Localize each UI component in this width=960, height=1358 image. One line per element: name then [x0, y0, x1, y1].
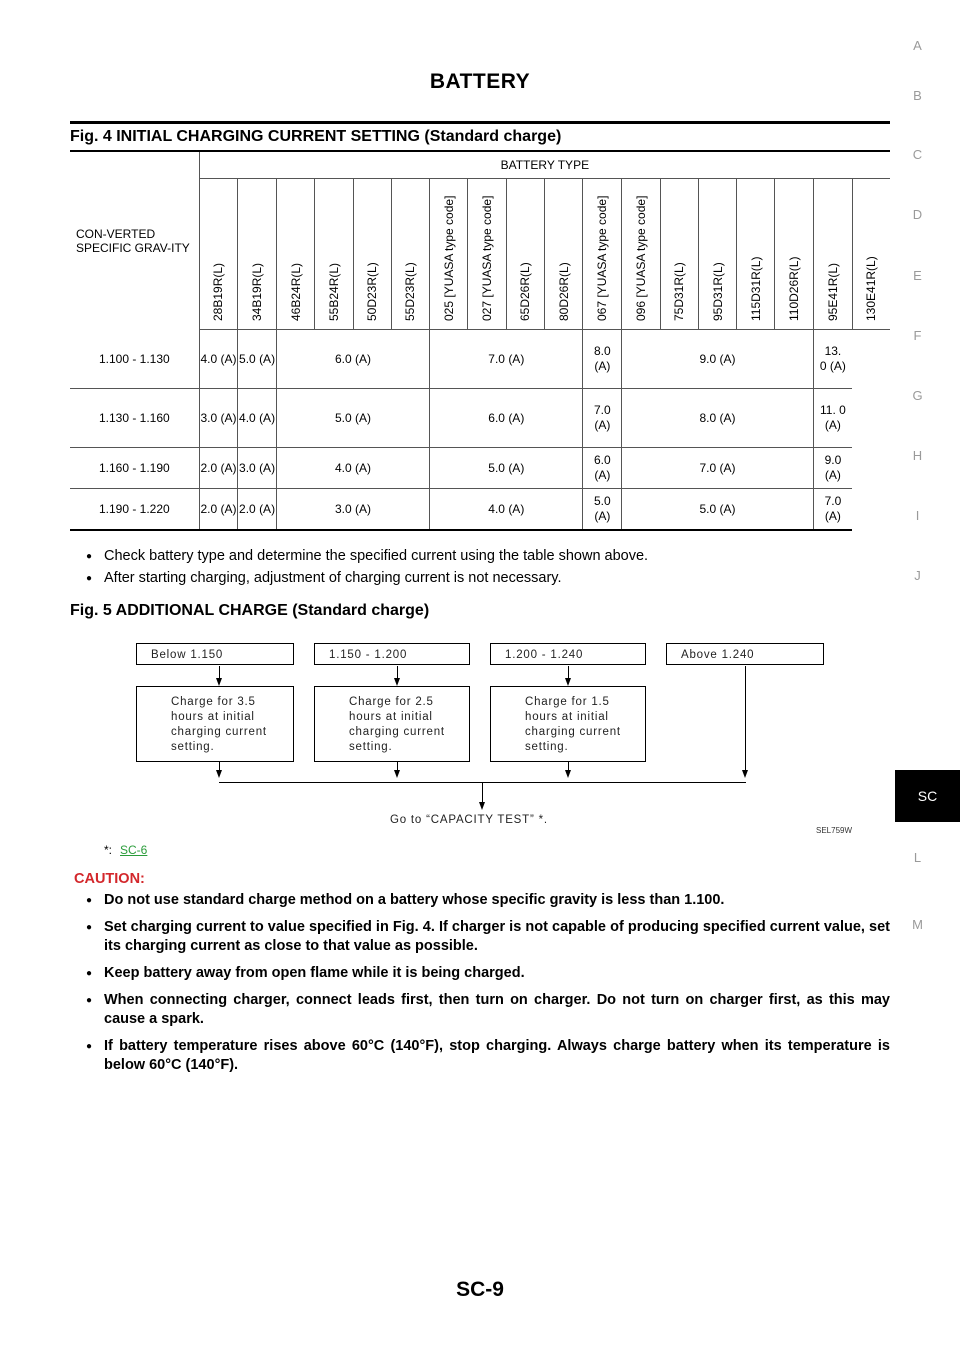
title-rule: [70, 121, 890, 124]
battery-type-label: 110D26R(L): [787, 256, 802, 321]
side-index-i[interactable]: I: [915, 508, 920, 523]
battery-type-label: 096 [YUASA type code]: [633, 195, 648, 321]
arrow-down-icon: [742, 770, 748, 778]
arrow-down-icon: [216, 678, 222, 686]
gravity-column-header: CON-VERTED SPECIFIC GRAV-ITY: [70, 151, 199, 330]
battery-type-header-cell: [199, 179, 238, 330]
arrow-down-icon: [565, 770, 571, 778]
battery-type-header-cell: [545, 179, 583, 330]
arrow-down-icon: [216, 770, 222, 778]
current-value: 7.0 (A): [594, 403, 611, 432]
current-cell: [813, 389, 852, 448]
current-cell: 5.0 (A): [430, 448, 583, 489]
current-cell: 4.0 (A): [276, 448, 429, 489]
battery-type-header-cell: [238, 179, 277, 330]
range-box-below: Below 1.150: [136, 643, 294, 665]
current-cell: 5.0 (A): [622, 489, 814, 531]
battery-type-header-cell: [698, 179, 736, 330]
page-number: SC-9: [456, 1278, 504, 1301]
caution-item: ● When connecting charger, connect leads first, then turn on charger. Do not turn on charger first, as this may cause a spark.: [86, 991, 890, 1029]
side-index-g[interactable]: G: [912, 388, 923, 403]
battery-type-label: 95E41R(L): [825, 262, 840, 321]
current-cell: 3.0 (A): [276, 489, 429, 531]
battery-type-header: BATTERY TYPE: [199, 151, 890, 179]
current-cell: [583, 389, 622, 448]
action-box-2-5h: Charge for 2.5 hours at initial charging current setting.: [314, 686, 470, 762]
battery-type-label: 65D26R(L): [518, 262, 533, 321]
footnote-link-sc-6[interactable]: SC-6: [120, 843, 148, 857]
gravity-cell: 1.130 - 1.160: [70, 389, 199, 448]
action-box-1-5h: Charge for 1.5 hours at initial charging current setting.: [490, 686, 646, 762]
battery-type-label: 46B24R(L): [288, 262, 303, 321]
fig4-heading: Fig. 4 INITIAL CHARGING CURRENT SETTING (Standard charge): [70, 128, 562, 145]
current-cell: 2.0 (A): [199, 489, 238, 531]
page-title: BATTERY: [429, 70, 531, 93]
current-value: 7.0 (A): [824, 494, 842, 523]
caution-item: ● Keep battery away from open flame while it is being charged.: [86, 964, 890, 983]
current-value: 13. 0 (A): [819, 344, 846, 373]
table-row: [70, 330, 890, 389]
side-index-h[interactable]: H: [912, 448, 923, 463]
battery-type-label: 027 [YUASA type code]: [480, 195, 495, 321]
caution-item: ● Do not use standard charge method on a battery whose specific gravity is less than 1.100.: [86, 891, 890, 910]
battery-type-label: 75D31R(L): [672, 262, 687, 321]
current-cell: 7.0 (A): [430, 330, 583, 389]
current-cell: 3.0 (A): [238, 448, 277, 489]
footnote: [104, 843, 147, 857]
side-index-d[interactable]: D: [912, 207, 923, 222]
battery-type-label: 28B19R(L): [211, 262, 226, 321]
figure-code: SEL759W: [816, 826, 853, 835]
side-index-m[interactable]: M: [912, 917, 923, 932]
battery-type-header-cell: [813, 179, 852, 330]
current-cell: 5.0 (A): [238, 330, 277, 389]
fig5-heading: Fig. 5 ADDITIONAL CHARGE (Standard charge): [70, 602, 430, 619]
caution-item: ● If battery temperature rises above 60°C (140°F), stop charging. Always charge battery when its temperature is below 60°C (140°F).: [86, 1037, 890, 1075]
battery-type-header-cell: [622, 179, 660, 330]
battery-type-header-cell: [775, 179, 813, 330]
side-index-c[interactable]: C: [912, 147, 923, 162]
battery-type-label: 80D26R(L): [556, 262, 571, 321]
range-box-above: Above 1.240: [666, 643, 824, 665]
battery-type-header-cell: [353, 179, 391, 330]
arrow-down-icon: [394, 678, 400, 686]
gravity-cell: 1.190 - 1.220: [70, 489, 199, 531]
side-index-f[interactable]: F: [913, 328, 922, 343]
goto-capacity-test: Go to “CAPACITY TEST” *.: [390, 814, 548, 826]
current-cell: [583, 448, 622, 489]
current-cell: [583, 330, 622, 389]
battery-type-label: 55D23R(L): [403, 262, 418, 321]
connector-line: [745, 666, 746, 772]
gravity-cell: 1.160 - 1.190: [70, 448, 199, 489]
arrow-down-icon: [479, 802, 485, 810]
caution-list: [86, 891, 890, 1083]
footnote-mark: *:: [104, 843, 113, 857]
battery-type-label: 50D23R(L): [365, 262, 380, 321]
battery-type-header-cell: [583, 179, 622, 330]
current-cell: [583, 489, 622, 531]
current-cell: 5.0 (A): [276, 389, 429, 448]
side-index-j[interactable]: J: [914, 568, 921, 583]
range-box-mid-low: 1.150 - 1.200: [314, 643, 470, 665]
battery-type-label: 130E41R(L): [864, 256, 879, 321]
note-item: ● Check battery type and determine the specified current using the table shown above.: [86, 548, 648, 564]
battery-type-header-cell: [468, 179, 506, 330]
current-cell: 2.0 (A): [199, 448, 238, 489]
table-row: [70, 389, 890, 448]
battery-type-header-cell: [506, 179, 544, 330]
caution-item: ● Set charging current to value specified in Fig. 4. If charger is not capable of producing specified current value, set its charging current as close to that value as possible.: [86, 918, 890, 956]
current-cell: [813, 448, 852, 489]
notes-list: [86, 548, 648, 592]
side-index-a[interactable]: A: [913, 38, 922, 53]
current-cell: 4.0 (A): [199, 330, 238, 389]
battery-type-label: 115D31R(L): [748, 256, 763, 321]
side-index: [895, 38, 960, 980]
battery-type-header-cell: [660, 179, 698, 330]
battery-type-header-cell: [430, 179, 468, 330]
table-row: [70, 489, 890, 531]
side-index-l[interactable]: L: [913, 850, 922, 865]
current-value: 5.0 (A): [594, 494, 611, 523]
arrow-down-icon: [394, 770, 400, 778]
current-cell: 4.0 (A): [238, 389, 277, 448]
current-cell: 7.0 (A): [622, 448, 814, 489]
side-index-e[interactable]: E: [913, 268, 922, 283]
battery-type-header-cell: [276, 179, 314, 330]
current-cell: 8.0 (A): [622, 389, 814, 448]
action-box-3-5h: Charge for 3.5 hours at initial charging current setting.: [136, 686, 294, 762]
battery-type-header-cell: [391, 179, 429, 330]
current-value: 9.0 (A): [824, 453, 842, 482]
current-value: 11. 0 (A): [820, 403, 846, 432]
current-cell: [813, 489, 852, 531]
connector-line: [482, 782, 483, 804]
charging-current-table: [70, 150, 890, 531]
battery-type-label: 34B19R(L): [250, 262, 265, 321]
caution-title: CAUTION:: [74, 871, 145, 887]
side-index-sc-active[interactable]: SC: [895, 770, 960, 822]
battery-type-label: 55B24R(L): [326, 262, 341, 321]
current-cell: 6.0 (A): [276, 330, 429, 389]
side-index-b[interactable]: B: [913, 88, 922, 103]
current-cell: [813, 330, 852, 389]
table-row: [70, 448, 890, 489]
arrow-down-icon: [565, 678, 571, 686]
current-cell: 3.0 (A): [199, 389, 238, 448]
gravity-cell: 1.100 - 1.130: [70, 330, 199, 389]
battery-type-label: 067 [YUASA type code]: [595, 195, 610, 321]
range-box-mid-high: 1.200 - 1.240: [490, 643, 646, 665]
battery-type-header-cell: [737, 179, 775, 330]
battery-type-header-cell: [852, 179, 890, 330]
battery-type-label: 025 [YUASA type code]: [441, 195, 456, 321]
current-value: 8.0 (A): [594, 344, 611, 373]
current-cell: 6.0 (A): [430, 389, 583, 448]
current-cell: 9.0 (A): [622, 330, 814, 389]
current-cell: 2.0 (A): [238, 489, 277, 531]
current-value: 6.0 (A): [594, 453, 611, 482]
note-item: ● After starting charging, adjustment of charging current is not necessary.: [86, 570, 648, 586]
current-cell: 4.0 (A): [430, 489, 583, 531]
battery-type-header-cell: [315, 179, 353, 330]
battery-type-label: 95D31R(L): [710, 262, 725, 321]
